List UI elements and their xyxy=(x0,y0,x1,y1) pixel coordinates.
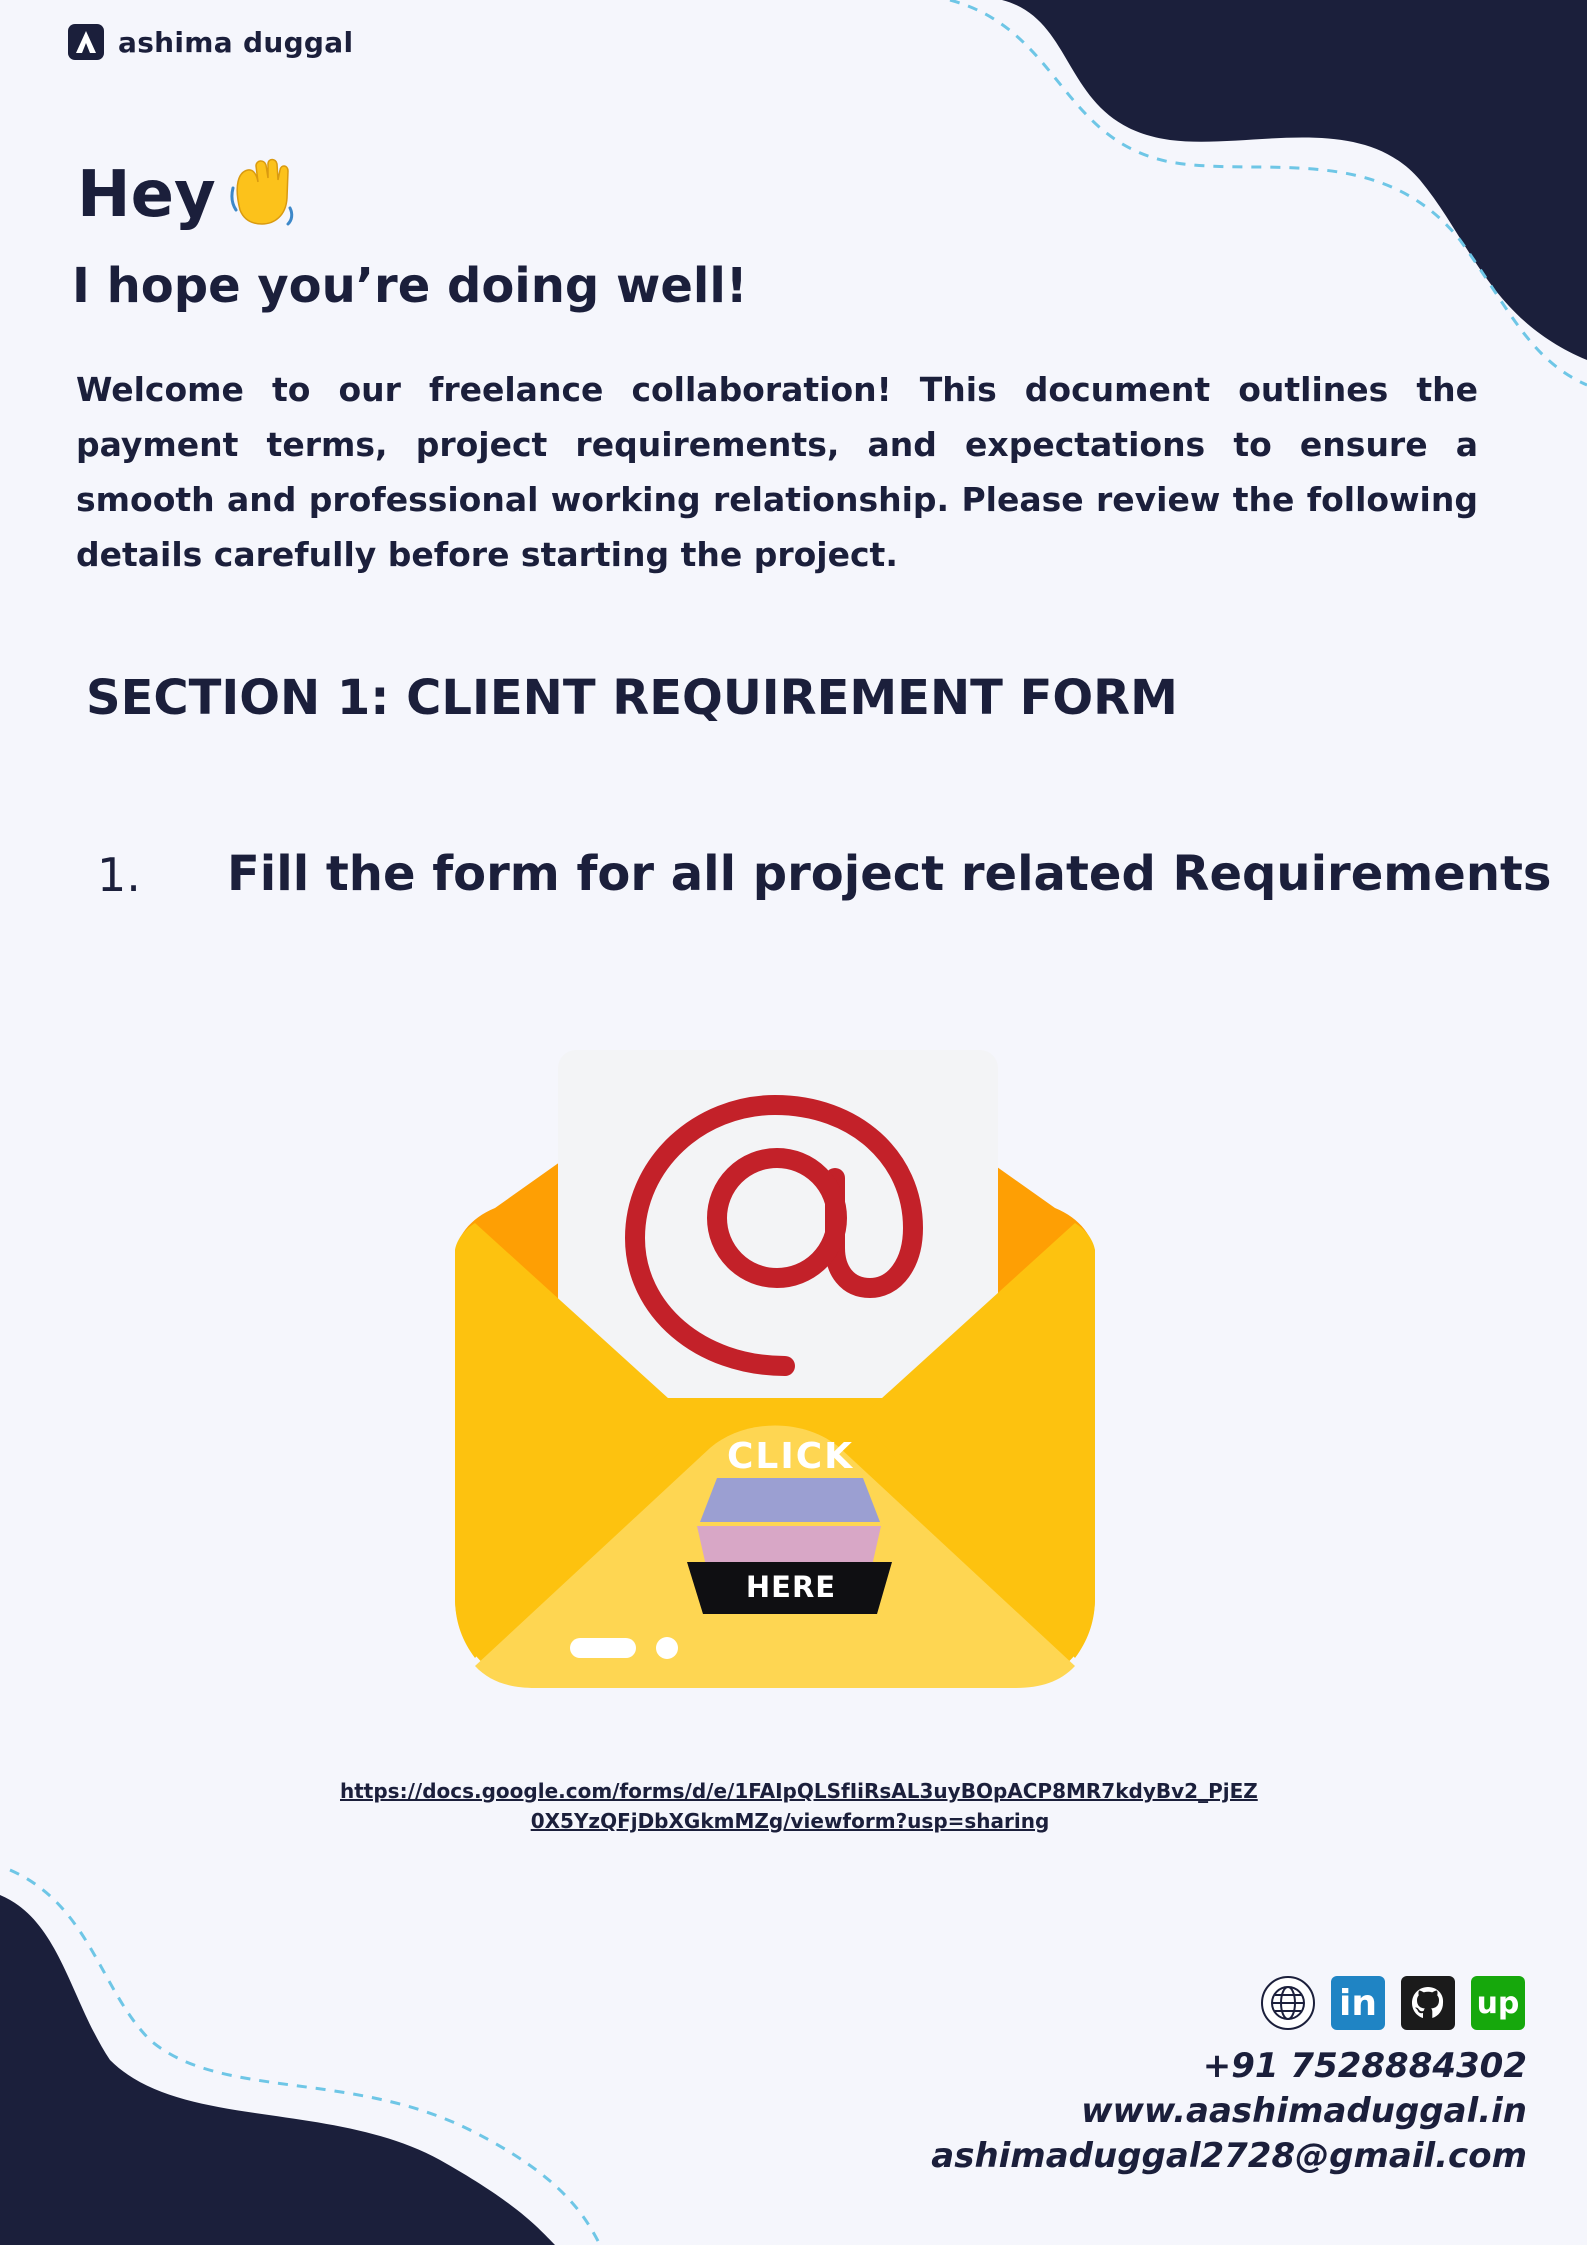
click-label: CLICK xyxy=(726,1436,855,1477)
contact-website[interactable]: www.aashimaduggal.in xyxy=(1081,2091,1527,2131)
linkedin-icon[interactable]: in xyxy=(1331,1976,1385,2030)
greeting-text: Hey xyxy=(77,158,216,232)
top-right-navy-wave xyxy=(1002,0,1587,360)
bottom-left-navy-wave xyxy=(0,1895,555,2245)
contact-phone[interactable]: +91 7528884302 xyxy=(1202,2046,1527,2086)
form-link-line-2[interactable]: 0X5YzQFjDbXGkmMZg/viewform?usp=sharing xyxy=(530,1809,1050,1833)
globe-icon[interactable] xyxy=(1261,1976,1315,2030)
brand-header xyxy=(68,24,353,60)
upwork-icon[interactable]: up xyxy=(1471,1976,1525,2030)
here-label: HERE xyxy=(745,1570,837,1604)
brand-name: ashima duggal xyxy=(118,25,354,59)
waving-hand-icon xyxy=(230,158,298,232)
contact-email[interactable]: ashimaduggal2728@gmail.com xyxy=(931,2136,1527,2176)
section-title: SECTION 1: CLIENT REQUIREMENT FORM xyxy=(86,670,1178,726)
list-item-text: Fill the form for all project related Requirements xyxy=(227,846,1552,902)
greeting xyxy=(77,158,298,232)
social-links xyxy=(1261,1976,1525,2030)
google-form-link[interactable] xyxy=(340,1776,1258,1836)
list-item-number: 1. xyxy=(97,848,141,902)
letter-a-logo-icon xyxy=(68,24,104,60)
subtitle: I hope you’re doing well! xyxy=(72,258,748,314)
form-link-line-1[interactable]: https://docs.google.com/forms/d/e/1FAIpQLSfIiRsAL3uyBOpACP8MR7kdyBv2_PjEZ xyxy=(340,1779,1258,1803)
intro-paragraph: Welcome to our freelance collaboration! This document outlines the payment terms, project requirements, and expectations to ensure a smooth and professional working relationship. Please review the following details carefully before starting the project. xyxy=(76,370,1478,574)
github-icon[interactable] xyxy=(1401,1976,1455,2030)
click-here-envelope-button[interactable] xyxy=(455,1048,1095,1688)
